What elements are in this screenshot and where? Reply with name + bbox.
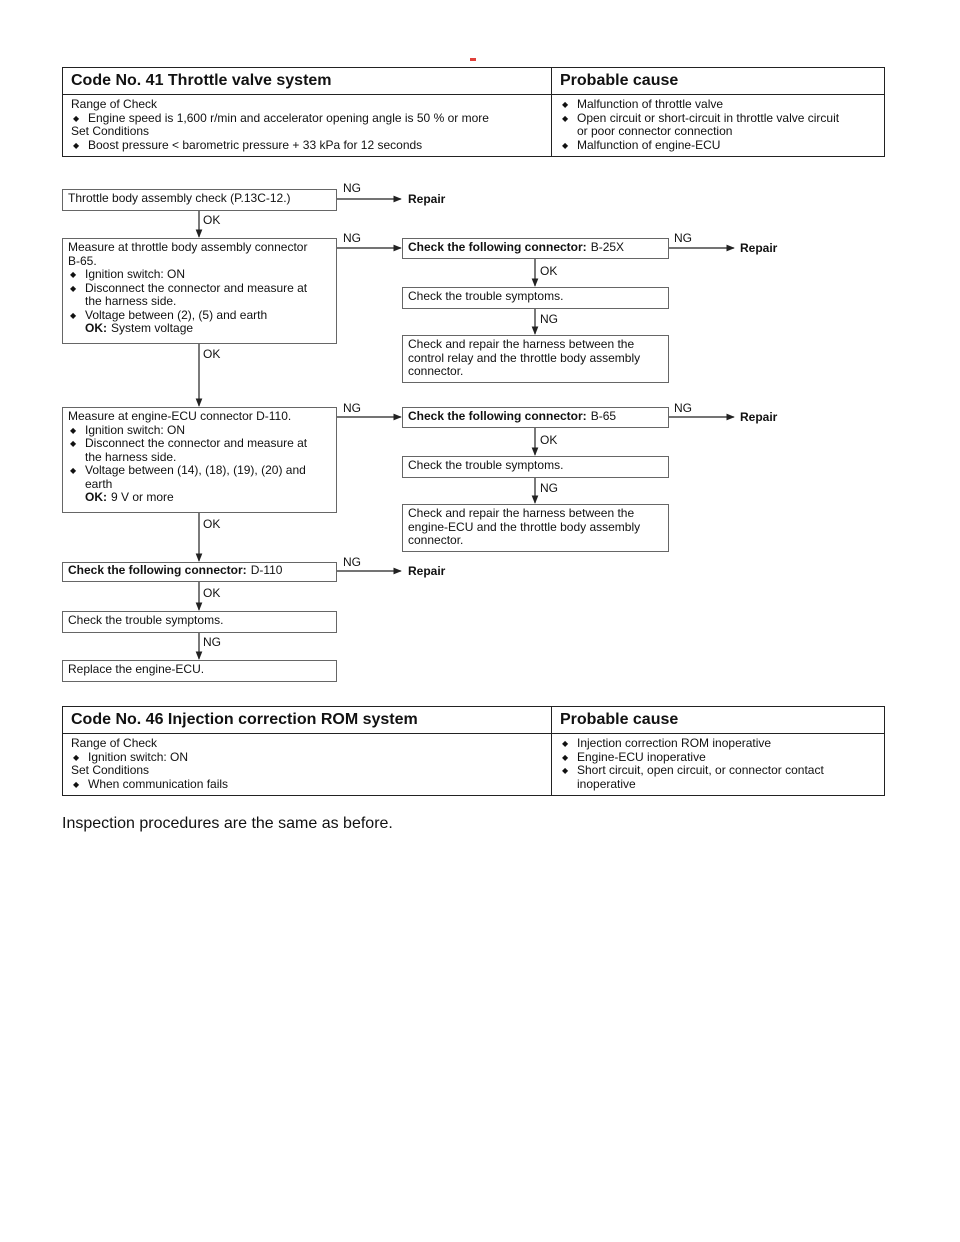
ok-tag: OK (540, 264, 558, 278)
ng-tag: NG (343, 231, 361, 245)
range-label: Range of Check (71, 736, 158, 750)
step-item: ◆ Disconnect the connector and measure at (68, 437, 331, 451)
ok-label: OK: (85, 490, 107, 504)
connector-label: Check the following connector: (68, 563, 247, 577)
step-item: ◆ Disconnect the connector and measure at (68, 282, 331, 296)
step-item: ◆ Ignition switch: ON (68, 424, 331, 438)
branch-b-repair-harness (402, 504, 669, 552)
cause-item-cont: or poor connector connection (577, 124, 733, 138)
step-throttle-body-check (62, 189, 337, 211)
ok-value: System voltage (111, 321, 194, 335)
ok-tag: OK (203, 213, 221, 227)
code46-causes (552, 734, 884, 795)
cause-item: ◆ Malfunction of throttle valve (560, 98, 876, 112)
branch-a-connector-check (402, 238, 669, 259)
repair-line: engine-ECU and the throttle body assembly (408, 519, 641, 534)
step-item: ◆ Voltage between (2), (5) and earth (68, 309, 331, 323)
repair-label: Repair (740, 410, 778, 424)
ok-label: OK: (85, 321, 107, 335)
step-text: Check the trouble symptoms. (408, 458, 564, 472)
branch-a-repair-harness (402, 335, 669, 383)
connector-label: Check the following connector: (408, 240, 587, 254)
branch-b-symptoms (402, 456, 669, 478)
branch-b-connector-check (402, 407, 669, 428)
ok-value: 9 V or more (111, 490, 174, 504)
step-item: ◆ Voltage between (14), (18), (19), (20) and (68, 464, 331, 478)
code46-table (62, 706, 885, 796)
step-text: Throttle body assembly check (P.13C-12.) (68, 191, 291, 205)
range-label: Range of Check (71, 97, 158, 111)
repair-line: Check and repair the harness between the (408, 337, 635, 351)
ng-tag: NG (674, 231, 692, 245)
ng-tag: NG (540, 481, 558, 495)
range-item: ◆ Engine speed is 1,600 r/min and accelerator opening angle is 50 % or more (71, 112, 543, 126)
set-label: Set Conditions (71, 763, 150, 777)
step-item-cont: the harness side. (85, 294, 177, 308)
step-text: Check the trouble symptoms. (68, 613, 224, 627)
ok-tag: OK (540, 433, 558, 447)
inspection-note: Inspection procedures are the same as before. (62, 815, 393, 832)
step-check-connector-d110 (62, 562, 337, 582)
step-text: Replace the engine-ECU. (68, 662, 205, 676)
code46-body-row (63, 734, 884, 795)
code41-cause-header: Probable cause (560, 72, 679, 89)
code46-title: Code No. 46 Injection correction ROM system (63, 707, 552, 733)
step-title-line: Measure at engine-ECU connector D-110. (68, 409, 292, 423)
step-replace-ecu (62, 660, 337, 682)
step-measure-throttle-connector (62, 238, 337, 344)
code46-conditions (63, 734, 552, 795)
connector-value: B-25X (590, 240, 625, 254)
cause-item: ◆ Short circuit, open circuit, or connector contact (560, 764, 876, 778)
range-item: ◆ Ignition switch: ON (71, 751, 543, 765)
set-label: Set Conditions (71, 124, 150, 138)
set-item: ◆ Boost pressure < barometric pressure + 33 kPa for 12 seconds (71, 139, 543, 153)
repair-label: Repair (408, 564, 446, 578)
step-item-cont: earth (85, 476, 113, 491)
step-ok-criteria (68, 491, 331, 505)
ng-tag: NG (343, 401, 361, 415)
step-ok-criteria (68, 322, 331, 336)
cause-item: ◆ Engine-ECU inoperative (560, 751, 876, 765)
step-check-symptoms (62, 611, 337, 633)
repair-label: Repair (408, 192, 446, 206)
repair-line: Check and repair the harness between the (408, 506, 635, 520)
cause-item: ◆ Injection correction ROM inoperative (560, 737, 876, 751)
step-text: Check the trouble symptoms. (408, 289, 564, 303)
ng-tag: NG (343, 181, 361, 195)
step-title-line: B-65. (68, 253, 97, 268)
code46-header-row (63, 707, 884, 734)
step-measure-ecu-connector (62, 407, 337, 513)
code46-cause-header: Probable cause (560, 711, 679, 728)
branch-a-symptoms (402, 287, 669, 309)
repair-line: connector. (408, 533, 464, 547)
connector-value: D-110 (250, 563, 283, 577)
ok-tag: OK (203, 347, 221, 361)
step-title-line: Measure at throttle body assembly connector (68, 240, 308, 254)
ng-tag: NG (343, 555, 361, 569)
ok-tag: OK (203, 586, 221, 600)
ng-tag: NG (540, 312, 558, 326)
connector-label: Check the following connector: (408, 409, 587, 423)
cause-item-cont: inoperative (577, 776, 636, 791)
cause-item: ◆ Malfunction of engine-ECU (560, 139, 876, 153)
ng-tag: NG (674, 401, 692, 415)
ok-tag: OK (203, 517, 221, 531)
cause-item: ◆ Open circuit or short-circuit in throttle valve circuit (560, 112, 876, 126)
repair-line: connector. (408, 364, 464, 378)
repair-line: control relay and the throttle body assembly (408, 350, 641, 365)
step-item-cont: the harness side. (85, 449, 177, 464)
connector-value: B-65 (590, 409, 617, 423)
ng-tag: NG (203, 635, 221, 649)
code41-title: Code No. 41 Throttle valve system (63, 68, 552, 94)
set-item: ◆ When communication fails (71, 778, 543, 792)
repair-label: Repair (740, 241, 778, 255)
step-item: ◆ Ignition switch: ON (68, 268, 331, 282)
